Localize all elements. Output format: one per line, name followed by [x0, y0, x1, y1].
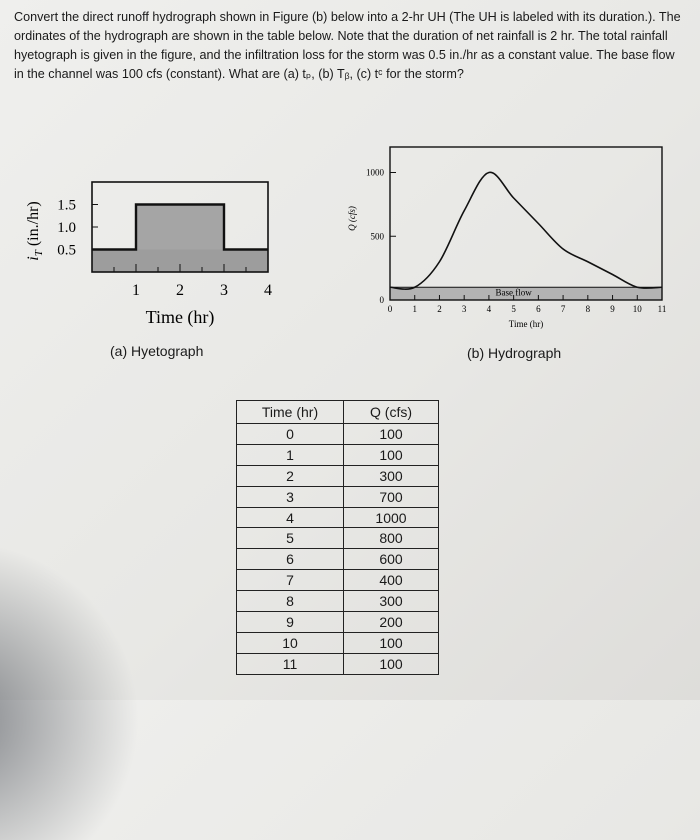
q-cell: 100: [344, 444, 439, 465]
x-tick-label: 8: [585, 304, 591, 314]
x-tick-label: 10: [632, 304, 642, 314]
x-tick-label: 7: [560, 304, 566, 314]
q-cell: 300: [344, 591, 439, 612]
x-tick-label: 9: [610, 304, 615, 314]
table-header-q: Q (cfs): [344, 401, 439, 424]
time-cell: 0: [237, 424, 344, 445]
table-header-row: [237, 401, 439, 424]
time-cell: 10: [237, 632, 344, 653]
y-tick-label: 0.5: [57, 242, 76, 259]
time-cell: 5: [237, 528, 344, 549]
time-cell: 1: [237, 444, 344, 465]
x-tick-label: 1: [132, 282, 140, 299]
table-row: [237, 507, 439, 528]
table-row: [237, 570, 439, 591]
y-axis-label: Q (cfs): [347, 206, 357, 231]
q-cell: 800: [344, 528, 439, 549]
x-tick-label: 4: [486, 304, 492, 314]
y-tick-label: 500: [370, 231, 384, 242]
photo-shadow: [0, 540, 140, 840]
hyetograph-caption: (a) Hyetograph: [110, 343, 204, 359]
q-cell: 700: [344, 486, 439, 507]
table-row: [237, 486, 439, 507]
table-row: [237, 591, 439, 612]
q-cell: 100: [344, 632, 439, 653]
time-cell: 2: [237, 465, 344, 486]
hyetograph-chart: [0, 172, 300, 342]
q-cell: 400: [344, 570, 439, 591]
x-tick-label: 0: [387, 304, 393, 314]
time-cell: 3: [237, 486, 344, 507]
x-tick-label: 2: [176, 282, 184, 299]
x-axis-label: Time (hr): [145, 307, 215, 327]
q-cell: 100: [344, 424, 439, 445]
y-tick-label: 1000: [366, 167, 384, 178]
hydrograph-curve: [390, 172, 662, 289]
time-cell: 7: [237, 570, 344, 591]
q-cell: 100: [344, 653, 439, 674]
table-row: [237, 549, 439, 570]
x-tick-label: 5: [511, 304, 516, 314]
q-cell: 200: [344, 612, 439, 633]
y-tick-label: 1.0: [57, 220, 76, 236]
x-tick-label: 6: [536, 304, 541, 314]
hydrograph-caption: (b) Hydrograph: [467, 345, 562, 361]
q-cell: 1000: [344, 507, 439, 528]
q-cell: 300: [344, 465, 439, 486]
y-tick-label: 1.5: [57, 197, 76, 214]
x-tick-label: 4: [264, 282, 272, 299]
hydrograph-frame: [390, 147, 662, 300]
table-row: [237, 528, 439, 549]
time-cell: 6: [237, 549, 344, 570]
time-cell: 11: [237, 653, 344, 674]
x-axis-label: Time (hr): [508, 319, 544, 329]
rainfall-excess-block: [136, 205, 224, 250]
table-row: [237, 444, 439, 465]
table-header-time: Time (hr): [237, 401, 344, 424]
table-row: [237, 465, 439, 486]
time-cell: 8: [237, 591, 344, 612]
x-tick-label: 3: [461, 304, 467, 314]
problem-statement: Convert the direct runoff hydrograph shown in Figure (b) below into a 2-hr UH (The UH is labeled with its duration.). The ordinates of the hydrograph are shown in the table below. Note that the duration of net rainfall is 2 hr. The total rainfall hyetograph is given in the figure, and the infiltration loss for the storm was 0.5 in./hr as a constant value. The base flow in the channel was 100 cfs (constant). What are (a) tₚ, (b) Tᵦ, (c) tᶜ for the storm?: [14, 10, 681, 81]
x-tick-label: 2: [437, 304, 442, 314]
table-row: [237, 612, 439, 633]
time-cell: 4: [237, 507, 344, 528]
x-tick-label: 1: [412, 304, 417, 314]
table-row: [237, 632, 439, 653]
baseflow-label: Base flow: [495, 287, 532, 298]
y-tick-label: 0: [379, 295, 384, 305]
hydrograph-ordinates-table: [236, 400, 439, 675]
y-axis-label: $i_T$ (in./hr): [25, 201, 45, 261]
q-cell: 600: [344, 549, 439, 570]
table-row: [237, 653, 439, 674]
time-cell: 9: [237, 612, 344, 633]
table-row: [237, 424, 439, 445]
x-tick-label: 3: [220, 282, 228, 299]
x-tick-label: 11: [657, 304, 667, 314]
hydrograph-chart: [330, 140, 690, 340]
